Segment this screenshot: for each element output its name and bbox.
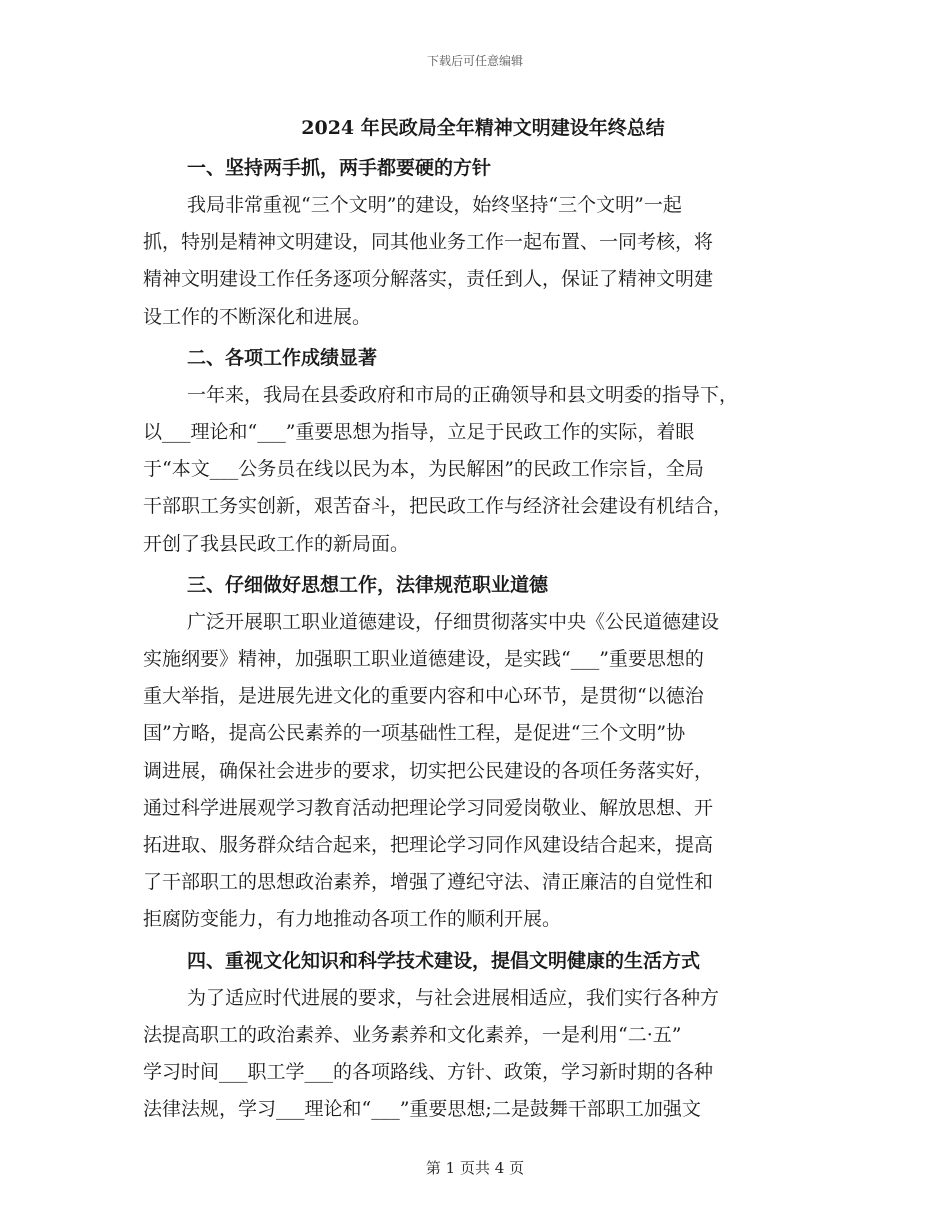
page-header: 下载后可任意编辑 (426, 54, 523, 68)
text-line: 设工作的不断深化和进展。 (143, 305, 372, 328)
section-heading: 二、各项工作成绩显著 (187, 346, 378, 369)
text-line: 了干部职工的思想政治素养，增强了遵纪守法、清正廉洁的自觉性和 (143, 871, 714, 894)
section-2 (143, 339, 805, 563)
text-line: 于“本文___公务员在线以民为本，为民解困”的民政工作宗旨，全局 (143, 458, 704, 481)
text-line: 学习时间___职工学___的各项路线、方针、政策，学习新时期的各种 (143, 1061, 714, 1084)
paragraph (143, 604, 805, 939)
document-body (143, 113, 805, 1131)
text-line: 实施纲要》精神，加强职工职业道德建设，是实践“___”重要思想的 (143, 648, 704, 671)
text-line: 抓，特别是精神文明建设，同其他业务工作一起布置、一同考核，将 (143, 231, 714, 254)
text-line: 一年来，我局在县委政府和市局的正确领导和县文明委的指导下， (187, 383, 739, 406)
paragraph (143, 980, 805, 1129)
text-line: 调进展，确保社会进步的要求，切实把公民建设的各项任务落实好， (143, 759, 714, 782)
section-heading: 四、重视文化知识和科学技术建设，提倡文明健康的生活方式 (187, 949, 701, 972)
text-line: 法律法规，学习___理论和“___”重要思想;二是鼓舞干部职工加强文 (143, 1098, 701, 1121)
text-line: 我局非常重视“三个文明”的建设，始终坚持“三个文明”一起 (187, 194, 682, 216)
paragraph (143, 377, 805, 563)
page-footer: 第 1 页共 4 页 (425, 1159, 525, 1177)
text-line: 以___理论和“___”重要思想为指导，立足于民政工作的实际，着眼 (143, 421, 695, 444)
text-line: 拒腐防变能力，有力地推动各项工作的顺利开展。 (143, 908, 562, 931)
text-line: 国”方略，提高公民素养的一项基础性工程，是促进“三个文明”协 (143, 722, 686, 745)
paragraph (143, 187, 805, 336)
text-line: 为了适应时代进展的要求，与社会进展相适应，我们实行各种方 (187, 986, 720, 1009)
text-line: 重大举指，是进展先进文化的重要内容和中心环节，是贯彻“以德治 (143, 685, 704, 708)
section-heading: 三、仔细做好思想工作，法律规范职业道德 (187, 573, 549, 596)
text-line: 广泛开展职工职业道德建设，仔细贯彻落实中央《公民道德建设 (187, 610, 720, 633)
text-line: 通过科学进展观学习教育活动把理论学习同爱岗敬业、解放思想、开 (143, 796, 714, 819)
section-1 (143, 149, 805, 336)
section-3 (143, 566, 805, 939)
text-line: 法提高职工的政治素养、业务素养和文化素养，一是利用“二·五” (143, 1023, 682, 1046)
text-line: 开创了我县民政工作的新局面。 (143, 532, 410, 555)
section-heading: 一、坚持两手抓，两手都要硬的方针 (187, 157, 492, 179)
document-title: 2024 年民政局全年精神文明建设年终总结 (301, 117, 665, 139)
text-line: 拓进取、服务群众结合起来，把理论学习同作风建设结合起来，提高 (143, 834, 714, 857)
section-4 (143, 942, 805, 1129)
text-line: 精神文明建设工作任务逐项分解落实，责任到人，保证了精神文明建 (143, 268, 714, 291)
text-line: 干部职工务实创新，艰苦奋斗，把民政工作与经济社会建设有机结合， (143, 495, 733, 518)
